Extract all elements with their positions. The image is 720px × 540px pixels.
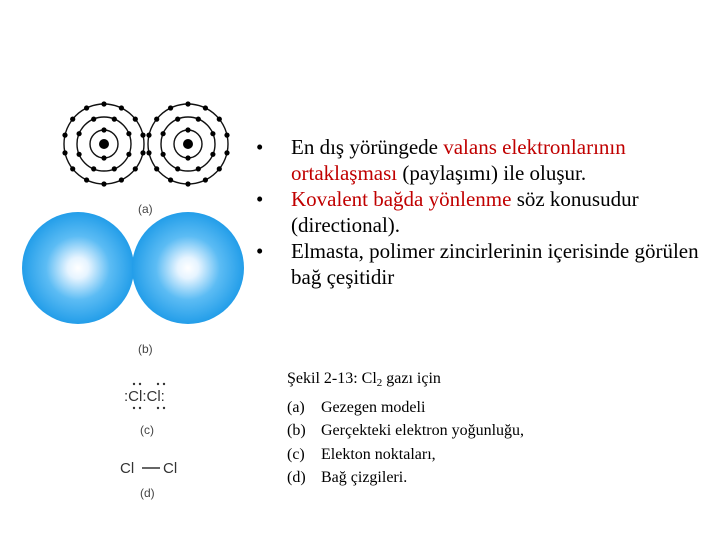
electron-dot (62, 133, 67, 138)
electron-dot (77, 152, 82, 157)
electron-dot (112, 117, 117, 122)
electron-dot (70, 166, 75, 171)
electron-dot (101, 181, 106, 186)
electron-dot (154, 117, 159, 122)
electron-dot (126, 152, 131, 157)
electron-dot (140, 133, 145, 138)
electron-dot (119, 177, 124, 182)
bullet-list (256, 134, 706, 290)
electron-dot (185, 155, 190, 160)
caption-item (287, 466, 524, 490)
caption-item-text: Gerçekteki elektron yoğunluğu, (321, 422, 525, 439)
electron-dot (210, 152, 215, 157)
caption-item (287, 443, 524, 467)
caption-item-key: (d) (287, 469, 306, 486)
electron-dot (101, 155, 106, 160)
electron-dot (133, 166, 138, 171)
electron-dot (196, 117, 201, 122)
electron-dot (224, 133, 229, 138)
label-d: (d) (140, 486, 155, 500)
bond-atom-right: Cl (163, 460, 178, 477)
caption-item-text: Bağ çizgileri. (321, 469, 408, 486)
atom-left (64, 104, 144, 184)
electron-dot (126, 131, 131, 136)
electron-dot (146, 133, 151, 138)
electron-dot (185, 127, 190, 132)
electron-dot (185, 181, 190, 186)
label-a: (a) (138, 202, 153, 216)
electron-dot (185, 101, 190, 106)
electron-dot (84, 105, 89, 110)
electron-density (22, 212, 244, 356)
electron-dot (91, 166, 96, 171)
caption-item (287, 419, 524, 443)
electron-dot (217, 117, 222, 122)
caption-item-key: (b) (287, 422, 306, 439)
caption-item (287, 396, 524, 420)
caption-item-key: (a) (287, 398, 305, 416)
electron-dot (168, 105, 173, 110)
lewis-dot-structure (124, 383, 165, 437)
electron-dot (175, 117, 180, 122)
caption-title-text: Şekil 2-13: Cl (287, 370, 377, 387)
bullet-dot: • (256, 187, 264, 211)
electron-dot (77, 131, 82, 136)
electron-dot (168, 177, 173, 182)
caption-item-text: Gezegen modeli (321, 398, 426, 416)
electron-dot (146, 150, 151, 155)
electron-dot (101, 101, 106, 106)
electron-dot (112, 166, 117, 171)
bullet-item (256, 238, 706, 290)
electron-dot (161, 131, 166, 136)
bullet-text: Elmasta, polimer zincirlerinin içerisinde görülen bağ çeşitidir (291, 239, 699, 289)
electron-dot (62, 150, 67, 155)
electron-dot (101, 127, 106, 132)
caption-item-key: (c) (287, 445, 305, 463)
electron-dot (224, 150, 229, 155)
electron-dot (217, 166, 222, 171)
electron-dot (133, 117, 138, 122)
electron-dot (203, 177, 208, 182)
electron-dot (91, 117, 96, 122)
electron-dots (62, 101, 229, 186)
bullet-highlight: valans elektronlarının ortaklaşması (291, 135, 626, 185)
chlorine-figure (0, 0, 250, 540)
bullet-text: En dış yörüngede (291, 135, 444, 159)
label-c: (c) (140, 423, 154, 437)
electron-dot (70, 117, 75, 122)
lewis-dot-formula: :Cl:Cl: (124, 388, 165, 405)
label-b: (b) (138, 342, 153, 356)
electron-dot (196, 166, 201, 171)
bullet-dot: • (256, 135, 264, 159)
electron-dot (203, 105, 208, 110)
electron-dot (154, 166, 159, 171)
bullet-text: (paylaşımı) ile oluşur. (397, 161, 587, 185)
bullet-dot: • (256, 239, 264, 263)
electron-dot (210, 131, 215, 136)
electron-dot (175, 166, 180, 171)
electron-dot (140, 150, 145, 155)
electron-dot (84, 177, 89, 182)
atom-right (148, 104, 228, 184)
bullet-item (256, 134, 706, 186)
caption-title-suffix: gazı için (382, 370, 441, 387)
bullet-item (256, 186, 706, 238)
bullet-text: söz konusudur (directional). (291, 187, 639, 237)
caption-title-subscript: 2 (376, 377, 383, 389)
caption-item-text: Elekton noktaları, (321, 445, 436, 463)
caption-title (287, 367, 524, 396)
bullet-highlight: Kovalent bağda yönlenme (291, 187, 512, 211)
electron-dot (161, 152, 166, 157)
planetary-model (62, 101, 229, 216)
bond-atom-left: Cl (120, 460, 135, 477)
figure-caption (287, 367, 524, 490)
electron-dot (119, 105, 124, 110)
bond-line-structure (120, 460, 177, 500)
